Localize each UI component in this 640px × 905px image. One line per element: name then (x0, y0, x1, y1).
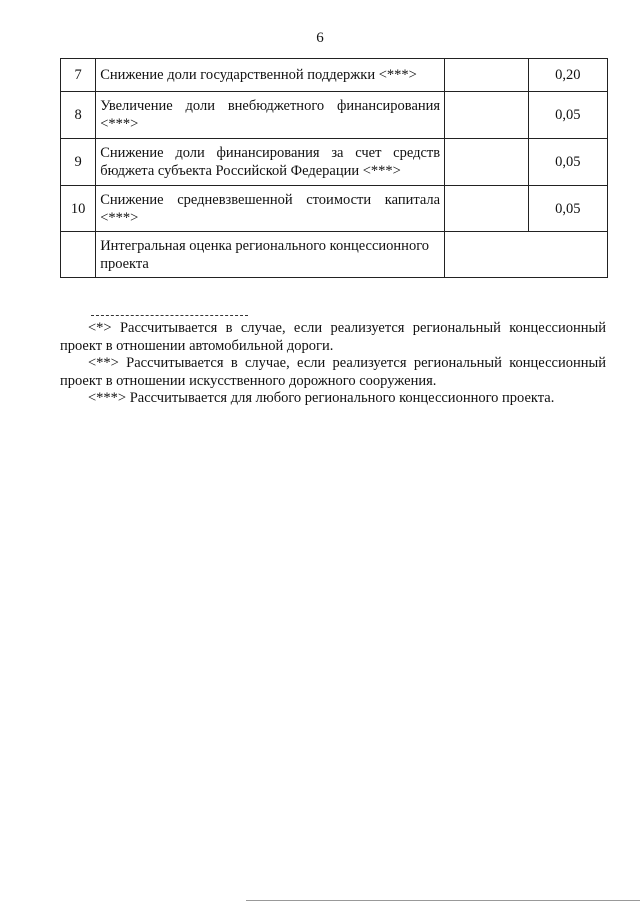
criterion-name: Снижение доли финансирования за счет средств бюджета субъекта Российской Федерации <***> (96, 139, 445, 186)
footnotes (60, 320, 606, 408)
criterion-weight: 0,05 (528, 186, 607, 232)
criteria-table (60, 58, 608, 278)
criterion-weight: 0,20 (528, 59, 607, 92)
criterion-value-cell (445, 139, 528, 186)
table-row (61, 186, 608, 232)
total-row-number (61, 232, 96, 278)
row-number: 10 (61, 186, 96, 232)
criterion-weight: 0,05 (528, 92, 607, 139)
footnote: <**> Рассчитывается в случае, если реализуется региональный концессионный проект в отношении искусственного дорожного сооружения. (60, 355, 606, 389)
criterion-name: Снижение доли государственной поддержки <***> (96, 59, 445, 92)
criterion-name: Увеличение доли внебюджетного финансирования <***> (96, 92, 445, 139)
table-row (61, 92, 608, 139)
total-label: Интегральная оценка регионального концессионного проекта (96, 232, 445, 278)
criterion-value-cell (445, 59, 528, 92)
page-number: 6 (316, 30, 324, 46)
row-number: 8 (61, 92, 96, 139)
page-edge-line (246, 900, 640, 901)
footnote-separator (91, 315, 248, 316)
criterion-value-cell (445, 92, 528, 139)
criterion-name: Снижение средневзвешенной стоимости капитала <***> (96, 186, 445, 232)
footnote: <*> Рассчитывается в случае, если реализуется региональный концессионный проект в отношении автомобильной дороги. (60, 320, 606, 354)
row-number: 9 (61, 139, 96, 186)
row-number: 7 (61, 59, 96, 92)
criterion-value-cell (445, 186, 528, 232)
table-row (61, 59, 608, 92)
criterion-weight: 0,05 (528, 139, 607, 186)
total-value-cell (445, 232, 608, 278)
footnote: <***> Рассчитывается для любого регионального концессионного проекта. (88, 390, 555, 406)
total-row (61, 232, 608, 278)
table-row (61, 139, 608, 186)
